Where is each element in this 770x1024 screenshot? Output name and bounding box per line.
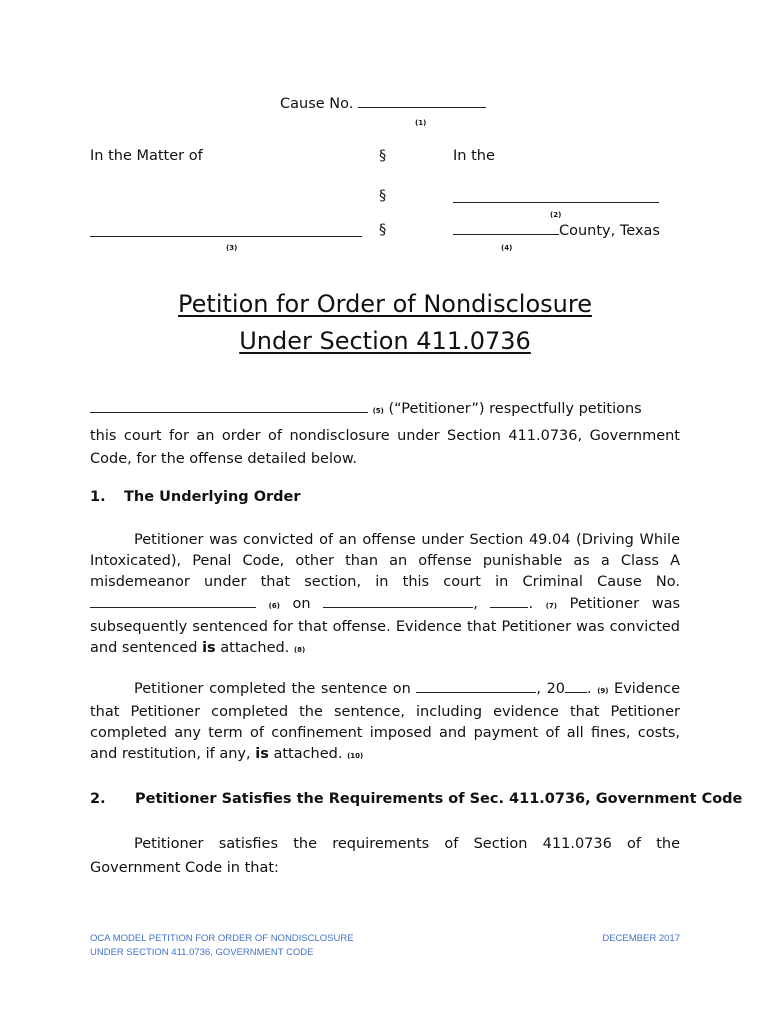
attached-2: attached. [273, 746, 343, 762]
matter-name-blank[interactable] [90, 222, 362, 237]
criminal-cause-no-blank[interactable] [90, 593, 256, 608]
note-5: (5) [372, 407, 384, 415]
conviction-year-blank[interactable] [490, 593, 528, 608]
in-the-matter-of: In the Matter of [90, 148, 203, 164]
twenty-label: , 20 [536, 681, 566, 697]
section-1-heading: The Underlying Order [124, 489, 301, 505]
petitioner-name-blank[interactable] [90, 398, 368, 413]
title-line-2: Under Section 411.0736 [239, 327, 531, 355]
is-bold-1: is [202, 640, 216, 656]
section-2-number: 2. [90, 791, 106, 807]
section-1-paragraph-1 [90, 530, 680, 661]
completion-year-blank[interactable] [565, 678, 587, 693]
cause-no-label: Cause No. [280, 96, 354, 112]
attached-1: attached. [220, 640, 290, 656]
note-8: (8) [293, 646, 306, 654]
note-10: (10) [347, 752, 364, 760]
note-3: (3) [226, 244, 238, 252]
section-1-paragraph-2 [90, 678, 680, 767]
section-2-heading: Petitioner Satisfies the Requirements of Sec. 411.0736, Government Code [135, 791, 743, 807]
conviction-date-blank[interactable] [323, 593, 473, 608]
footer-left-line-2: UNDER SECTION 411.0736, GOVERNMENT CODE [90, 947, 314, 958]
on-label: on [292, 596, 311, 612]
county-texas-label: County, Texas [559, 223, 660, 239]
intro-first-line [90, 398, 680, 422]
s1-p2-text-b: Evidence that Petitioner completed the sentence, including evidence that Petitioner completed any term of confinement imposed and payment of all fines, costs, and restitution, if any, [90, 681, 681, 762]
note-9: (9) [597, 687, 609, 695]
note-2: (2) [550, 211, 562, 219]
cause-number-line [280, 93, 486, 114]
period-2: . [587, 681, 592, 697]
footer-right: DECEMBER 2017 [602, 933, 680, 944]
note-7: (7) [545, 602, 557, 610]
title-line-1: Petition for Order of Nondisclosure [178, 290, 592, 318]
footer-left-line-1: OCA MODEL PETITION FOR ORDER OF NONDISCLOSURE [90, 933, 354, 944]
s1-p2-text-a: Petitioner completed the sentence on [134, 681, 411, 697]
is-bold-2: is [255, 746, 269, 762]
intro-text-b: this court for an order of nondisclosure under Section 411.0736, Government Code, for the offense detailed below. [90, 428, 680, 467]
section-symbol-2: § [379, 188, 387, 204]
footer-left [90, 932, 354, 960]
period: . [528, 596, 534, 612]
intro-text-a: (“Petitioner”) respectfully petitions [388, 401, 642, 417]
note-4: (4) [501, 244, 513, 252]
note-6: (6) [268, 602, 280, 610]
intro-paragraph [90, 398, 680, 471]
county-blank[interactable] [453, 220, 559, 235]
section-2-paragraph-1 [90, 832, 680, 880]
s1-p1-text-b: Petitioner was subsequently sentenced for that offense. Evidence that Petitioner was convicted and sentenced [90, 596, 681, 656]
comma: , [473, 596, 478, 612]
s2-p1-text: Petitioner satisfies the requirements of Section 411.0736 of the Government Code in that: [90, 836, 680, 876]
note-1: (1) [415, 119, 427, 127]
section-symbol-3: § [379, 222, 387, 238]
court-blank[interactable] [453, 188, 659, 203]
s1-p1-text-a: Petitioner was convicted of an offense under Section 49.04 (Driving While Intoxicated), Penal Code, other than an offense punishable as a Class A misdemeanor under that section, in this court in Criminal Cause No. [90, 532, 680, 590]
completion-date-blank[interactable] [416, 678, 536, 693]
in-the-label: In the [453, 148, 495, 164]
section-1-number: 1. [90, 489, 106, 505]
county-line [453, 220, 660, 241]
cause-no-blank[interactable] [358, 93, 486, 108]
section-symbol-1: § [379, 148, 387, 164]
